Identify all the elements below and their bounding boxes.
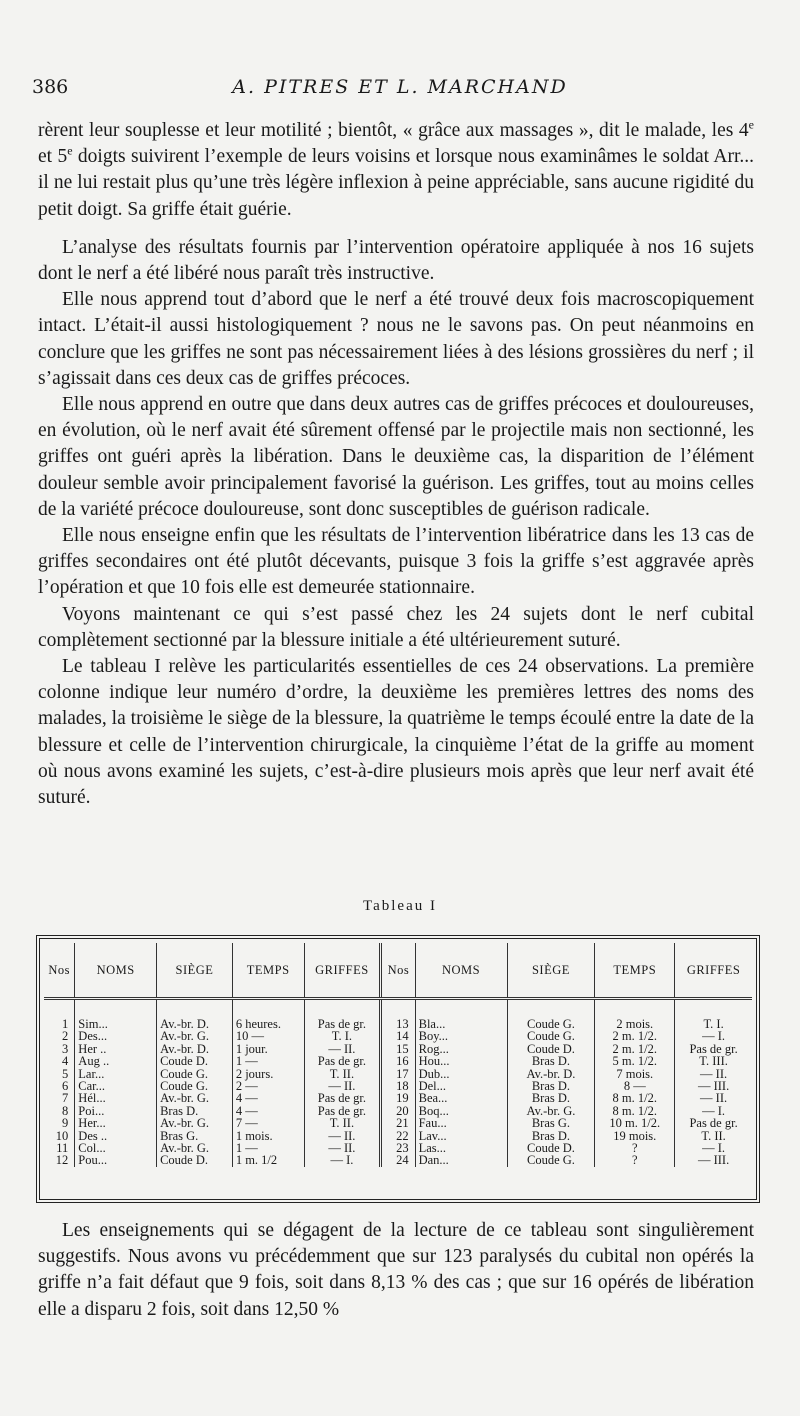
table-cell: ? bbox=[595, 1154, 675, 1166]
table-cell: 20 bbox=[381, 1105, 415, 1117]
table-cell: 8 — bbox=[595, 1080, 675, 1092]
table-cell: Pas de gr. bbox=[304, 1055, 381, 1067]
table-cell: 7 bbox=[62, 1091, 69, 1106]
col-header: SIÈGE bbox=[507, 943, 595, 999]
col-header: Nos bbox=[44, 943, 75, 999]
table-row bbox=[44, 1117, 752, 1129]
table-cell: 23 bbox=[381, 1142, 415, 1154]
table-cell: Av.-br. G. bbox=[157, 1030, 233, 1042]
col-header: GRIFFES bbox=[675, 943, 752, 999]
table-cell: 12 bbox=[55, 1153, 69, 1168]
table-cell: — II. bbox=[304, 1080, 381, 1092]
table-cell: Bras D. bbox=[507, 1055, 595, 1067]
paragraph: Elle nous apprend tout d’abord que le nerf a été trouvé deux fois macroscopiquement intact. L’était-il aussi histologiquement ? nous ne le savons pas. On peut néanmoins en conclure que les griffes ne sont pas nécessairement liées à des lésions grossières du nerf ; il s’agissait dans ces deux cas de griffes précoces. bbox=[38, 289, 754, 389]
table-cell: T. II. bbox=[304, 1068, 381, 1080]
table-cell: Av.-br. G. bbox=[157, 1142, 233, 1154]
table-cell: 1 — bbox=[232, 1055, 304, 1067]
table-cell: — II. bbox=[304, 1043, 381, 1055]
table-cell: 11 bbox=[56, 1141, 69, 1156]
table-cell: — II. bbox=[675, 1068, 752, 1080]
table-cell: T. II. bbox=[675, 1130, 752, 1142]
paragraph-continued: rèrent leur souplesse et leur motilité ; bientôt, « grâce aux massages », dit le malade, les 4e et 5e doigts suivirent l’exemple de leurs voisins et lorsque nous examinâmes le soldat Arr... il ne lui restait plus qu’une très légère inflexion à peine appréciable, sans aucune rigidité du petit doigt. Sa griffe était guérie. bbox=[38, 117, 754, 220]
table-cell: 5 m. 1/2. bbox=[595, 1055, 675, 1067]
table-cell: 6 bbox=[62, 1079, 69, 1094]
table-cell: — III. bbox=[675, 1080, 752, 1092]
table-cell: 1 m. 1/2 bbox=[232, 1154, 304, 1166]
table-cell: 17 bbox=[381, 1068, 415, 1080]
table-cell: — II. bbox=[304, 1130, 381, 1142]
table-cell: 8 m. 1/2. bbox=[595, 1105, 675, 1117]
table-cell: 4 — bbox=[232, 1092, 304, 1104]
table-cell: Pou... bbox=[75, 1154, 157, 1166]
table-cell: 2 — bbox=[232, 1080, 304, 1092]
table-cell: Av.-br. G. bbox=[507, 1105, 595, 1117]
table-cell: 22 bbox=[381, 1130, 415, 1142]
table-cell: Hél... bbox=[75, 1092, 157, 1104]
table-cell: 5 bbox=[62, 1066, 69, 1081]
table-cell: 2 m. 1/2. bbox=[595, 1030, 675, 1042]
table-cell: 7 mois. bbox=[595, 1068, 675, 1080]
table-cell: Car... bbox=[75, 1080, 157, 1092]
table-cell: Coude G. bbox=[157, 1068, 233, 1080]
table-cell: Coude D. bbox=[507, 1043, 595, 1055]
table-cell: Coude D. bbox=[507, 1142, 595, 1154]
table-cell: — III. bbox=[675, 1154, 752, 1166]
table-cell: 8 bbox=[62, 1103, 69, 1118]
table-cell: 19 bbox=[381, 1092, 415, 1104]
table-row bbox=[44, 999, 752, 1031]
table-cell: 14 bbox=[381, 1030, 415, 1042]
table-cell: Rog... bbox=[415, 1043, 507, 1055]
table-cell: Coude D. bbox=[157, 1055, 233, 1067]
table-cell: 24 bbox=[381, 1154, 415, 1166]
table-cell: Her .. bbox=[75, 1043, 157, 1055]
table-frame bbox=[36, 935, 760, 1203]
table-cell: Coude G. bbox=[507, 1030, 595, 1042]
table-cell: 18 bbox=[381, 1080, 415, 1092]
col-header: GRIFFES bbox=[304, 943, 381, 999]
body-text-bottom bbox=[38, 1218, 754, 1323]
table-cell: 10 m. 1/2. bbox=[595, 1117, 675, 1129]
table-cell: Bras D. bbox=[157, 1105, 233, 1117]
table-cell: Pas de gr. bbox=[304, 1105, 381, 1117]
col-header: Nos bbox=[381, 943, 415, 999]
table-cell: 15 bbox=[381, 1043, 415, 1055]
table-cell: Her... bbox=[75, 1117, 157, 1129]
table-cell: — I. bbox=[675, 1030, 752, 1042]
table-cell: 19 mois. bbox=[595, 1130, 675, 1142]
col-header: NOMS bbox=[75, 943, 157, 999]
table-row bbox=[44, 1055, 752, 1067]
table-row bbox=[44, 1092, 752, 1104]
table-cell: 1 bbox=[62, 1017, 69, 1031]
table-cell: Lar... bbox=[75, 1068, 157, 1080]
table-row bbox=[44, 1154, 752, 1166]
paragraph: Elle nous apprend en outre que dans deux autres cas de griffes précoces et douloureuses, en évolution, où le nerf avait été sûrement offensé par le projectile mais non sectionné, les griffes ont guéri après la libération. Dans le deuxième cas, la disparition de l’élément douleur semble avoir principalement favorisé la guérison. Les griffes, tout au moins celles de la variété précoce douloureuse, sont donc susceptibles de guérison radicale. bbox=[38, 394, 754, 520]
col-header: SIÈGE bbox=[157, 943, 233, 999]
table-cell: Col... bbox=[75, 1142, 157, 1154]
table-cell: Bras G. bbox=[507, 1117, 595, 1129]
table-cell: 3 bbox=[62, 1041, 69, 1056]
table-cell: 1 jour. bbox=[232, 1043, 304, 1055]
table-cell: T. III. bbox=[675, 1055, 752, 1067]
page-number: 386 bbox=[32, 76, 69, 98]
table-cell: Coude G. bbox=[157, 1080, 233, 1092]
table-cell: T. I. bbox=[304, 1030, 381, 1042]
table-cell: Sim... bbox=[75, 999, 157, 1031]
table-cell: Las... bbox=[415, 1142, 507, 1154]
table-cell: Des .. bbox=[75, 1130, 157, 1142]
table-cell: 2 m. 1/2. bbox=[595, 1043, 675, 1055]
table-cell: 21 bbox=[381, 1117, 415, 1129]
table-cell: Bla... bbox=[415, 999, 507, 1031]
table-cell: 10 — bbox=[232, 1030, 304, 1042]
table-cell: — I. bbox=[675, 1105, 752, 1117]
table-cell: Des... bbox=[75, 1030, 157, 1042]
table-cell: Dub... bbox=[415, 1068, 507, 1080]
table-cell: 2 mois. bbox=[595, 999, 675, 1031]
paragraph: L’analyse des résultats fournis par l’intervention opératoire appliquée à nos 16 sujets dont le nerf a été libéré nous paraît très instructive. bbox=[38, 236, 754, 285]
table-cell: Dan... bbox=[415, 1154, 507, 1166]
table-cell: 16 bbox=[381, 1055, 415, 1067]
table-cell: Coude D. bbox=[157, 1154, 233, 1166]
table-cell: Pas de gr. bbox=[304, 1092, 381, 1104]
table-cell: Del... bbox=[415, 1080, 507, 1092]
table-cell: 10 bbox=[55, 1128, 69, 1143]
running-head: A. PITRES ET L. MARCHAND bbox=[232, 76, 568, 98]
table-cell: Boy... bbox=[415, 1030, 507, 1042]
table-cell: Coude G. bbox=[507, 999, 595, 1031]
table-row bbox=[44, 1030, 752, 1042]
table-cell: 1 — bbox=[232, 1142, 304, 1154]
col-header: TEMPS bbox=[595, 943, 675, 999]
table-cell: Bras D. bbox=[507, 1130, 595, 1142]
table-cell: 7 — bbox=[232, 1117, 304, 1129]
table-cell: Av.-br. G. bbox=[157, 1092, 233, 1104]
paragraph: Le tableau I relève les particularités essentielles de ces 24 observations. La première colonne indique leur numéro d’ordre, la deuxième les premières lettres des noms des malades, la troisième le siège de la blessure, la quatrième le temps écoulé entre la date de la blessure et celle de l’intervention chirurgicale, la cinquième l’état de la griffe au moment où nous avons examiné les sujets, c’est-à-dire plusieurs mois après que leur nerf avait été suturé. bbox=[38, 656, 754, 809]
table-cell: Fau... bbox=[415, 1117, 507, 1129]
table-cell: ? bbox=[595, 1142, 675, 1154]
table-cell: Bras G. bbox=[157, 1130, 233, 1142]
table-cell: Aug .. bbox=[75, 1055, 157, 1067]
table-cell: 2 bbox=[62, 1029, 69, 1044]
table-caption: Tableau I bbox=[362, 898, 437, 914]
table-cell: Pas de gr. bbox=[675, 1043, 752, 1055]
table-cell: Pas de gr. bbox=[675, 1117, 752, 1129]
table-cell: Bras D. bbox=[507, 1092, 595, 1104]
body-text-top bbox=[38, 118, 754, 811]
table-cell: — II. bbox=[304, 1142, 381, 1154]
table-cell: — II. bbox=[675, 1092, 752, 1104]
table-cell: 6 heures. bbox=[232, 999, 304, 1031]
col-header: TEMPS bbox=[232, 943, 304, 999]
table-cell: Hou... bbox=[415, 1055, 507, 1067]
table-cell: Poi... bbox=[75, 1105, 157, 1117]
table-cell: 8 m. 1/2. bbox=[595, 1092, 675, 1104]
table-cell: 4 — bbox=[232, 1105, 304, 1117]
table-cell: 9 bbox=[62, 1116, 69, 1131]
table-cell: — I. bbox=[304, 1154, 381, 1166]
table-cell: Pas de gr. bbox=[304, 999, 381, 1031]
col-header: NOMS bbox=[415, 943, 507, 999]
table-cell: Av.-br. D. bbox=[507, 1068, 595, 1080]
page-header bbox=[0, 76, 800, 104]
table-cell: Boq... bbox=[415, 1105, 507, 1117]
paragraph: Les enseignements qui se dégagent de la lecture de ce tableau sont singulièrement suggestifs. Nous avons vu précédemment que sur 123 paralysés du cubital non opérés la griffe n’a fait défaut que 9 fois, soit dans 8,13 % des cas ; que sur 16 opérés de libération elle a disparu 2 fois, soit dans 12,50 % bbox=[38, 1220, 754, 1320]
table-cell: Lav... bbox=[415, 1130, 507, 1142]
table-header-row bbox=[44, 943, 752, 999]
paragraph: Voyons maintenant ce qui s’est passé chez les 24 sujets dont le nerf cubital complètement sectionné par la blessure initiale a été ultérieurement suturé. bbox=[38, 603, 754, 651]
table-cell: 2 jours. bbox=[232, 1068, 304, 1080]
table-cell: 4 bbox=[62, 1054, 69, 1069]
table-cell: 1 mois. bbox=[232, 1130, 304, 1142]
table-cell: Bras D. bbox=[507, 1080, 595, 1092]
table-cell: 13 bbox=[381, 999, 415, 1031]
table-cell: Av.-br. G. bbox=[157, 1117, 233, 1129]
table-cell: — I. bbox=[675, 1142, 752, 1154]
table-cell: Coude G. bbox=[507, 1154, 595, 1166]
table-cell: T. II. bbox=[304, 1117, 381, 1129]
table-cell: T. I. bbox=[675, 999, 752, 1031]
table-cell: Bea... bbox=[415, 1092, 507, 1104]
data-table bbox=[44, 943, 752, 1167]
paragraph: Elle nous enseigne enfin que les résultats de l’intervention libératrice dans les 13 cas de griffes secondaires ont été plutôt décevants, puisque 3 fois la griffe s’est aggravée après l’opération et que 10 fois elle est demeurée stationnaire. bbox=[38, 525, 754, 599]
table-cell: Av.-br. D. bbox=[157, 1043, 233, 1055]
table-cell: Av.-br. D. bbox=[157, 999, 233, 1031]
